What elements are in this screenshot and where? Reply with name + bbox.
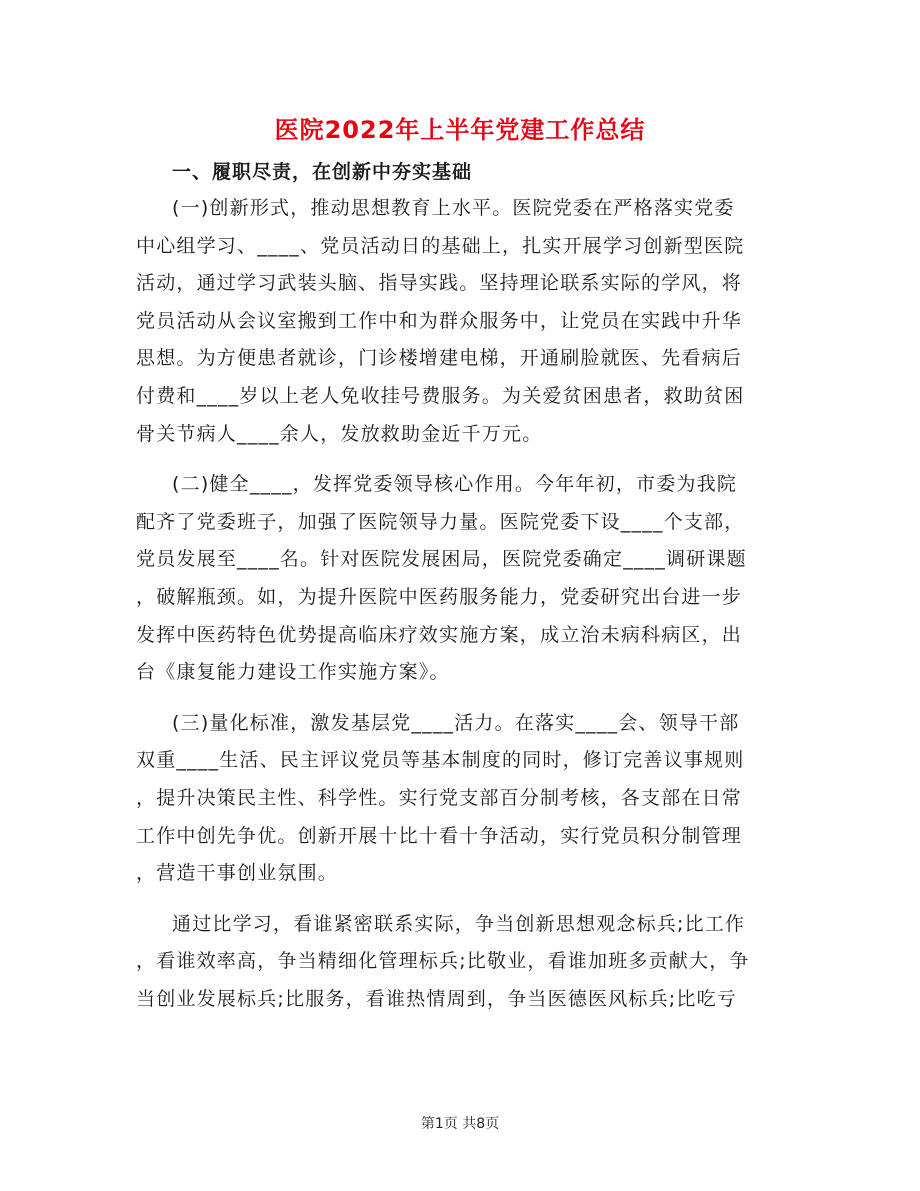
section-heading: 一、履职尽责，在创新中夯实基础	[172, 161, 473, 183]
text-line: 党员发展至____名。针对医院发展困局，医院党委确定____调研课题	[136, 548, 747, 571]
text-line: 付费和____岁以上老人免收挂号费服务。为关爱贫困患者，救助贫困	[136, 384, 745, 407]
paragraph-4	[136, 906, 786, 1019]
paragraph-spacer	[136, 893, 786, 906]
text-line: ，看谁效率高，争当精细化管理标兵;比敬业，看谁加班多贡献大，争	[136, 950, 750, 973]
text-line: ，破解瓶颈。如，为提升医院中医药服务能力，党委研究出台进一步	[136, 585, 743, 608]
paragraph-1	[136, 190, 786, 453]
document-title: 医院2022年上半年党建工作总结	[274, 116, 646, 144]
text-line: 台《康复能力建设工作实施方案》。	[136, 661, 450, 684]
text-line: (一)创新形式，推动思想教育上水平。医院党委在严格落实党委	[172, 197, 735, 219]
text-line: 中心组学习、____、党员活动日的基础上，扎实开展学习创新型医院	[136, 234, 745, 257]
text-line: 双重____生活、民主评议党员等基本制度的同时，修订完善议事规则	[136, 749, 745, 772]
paragraph-3	[136, 705, 786, 893]
paragraph-spacer	[136, 453, 786, 466]
text-line: ，提升决策民主性、科学性。实行党支部百分制考核，各支部在日常	[136, 786, 743, 809]
text-line: 发挥中医药特色优势提高临床疗效实施方案，成立治未病科病区，出	[136, 623, 743, 646]
text-line: 思想。为方便患者就诊，门诊楼增建电梯，开通刷脸就医、先看病后	[136, 347, 743, 370]
page-number-footer: 第1页 共8页	[420, 1116, 500, 1132]
text-line: 工作中创先争优。创新开展十比十看十争活动，实行党员积分制管理	[136, 824, 743, 847]
text-line: 配齐了党委班子，加强了医院领导力量。医院党委下设____个支部，	[136, 510, 745, 533]
text-line: (二)健全____，发挥党委领导核心作用。今年年初，市委为我院	[172, 473, 738, 496]
text-line: 活动，通过学习武装头脑、指导实践。坚持理论联系实际的学风，将	[136, 272, 743, 295]
text-line: 当创业发展标兵;比服务，看谁热情周到，争当医德医风标兵;比吃亏	[136, 987, 738, 1010]
paragraph-spacer	[136, 692, 786, 705]
text-line: 党员活动从会议室搬到工作中和为群众服务中，让党员在实践中升华	[136, 309, 743, 332]
text-line: (三)量化标准，激发基层党____活力。在落实____会、领导干部	[172, 711, 740, 734]
document-body	[136, 190, 786, 1018]
text-line: 通过比学习，看谁紧密联系实际，争当创新思想观念标兵;比工作	[172, 912, 746, 935]
paragraph-2	[136, 466, 786, 692]
text-line: 骨关节病人____余人，发放救助金近千万元。	[136, 422, 543, 445]
text-line: ，营造干事创业氛围。	[136, 862, 339, 885]
